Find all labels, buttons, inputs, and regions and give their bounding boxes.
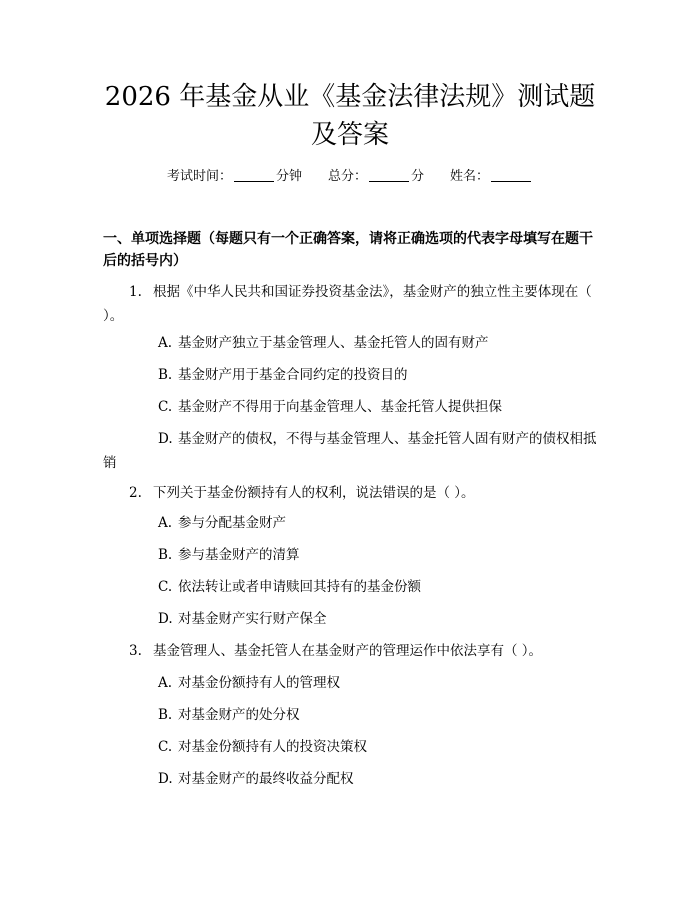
score-blank [369, 167, 409, 182]
option-letter: A. [158, 335, 173, 351]
option-letter: B. [158, 367, 173, 383]
option-3c [103, 735, 603, 759]
question-number: 2. [129, 485, 142, 501]
option-2a [103, 511, 603, 535]
option-text: 对基金财产的最终收益分配权 [178, 771, 354, 787]
option-2d [103, 607, 603, 631]
time-unit: 分钟 [275, 169, 302, 184]
option-letter: C. [158, 739, 173, 755]
option-text: 基金财产的债权，不得与基金管理人、基金托管人固有财产的债权相抵销 [103, 431, 597, 471]
option-1b [103, 363, 603, 387]
option-1a [103, 331, 603, 355]
score-unit: 分 [411, 169, 425, 184]
option-3a [103, 671, 603, 695]
option-2b [103, 543, 603, 567]
option-text: 基金财产不得用于向基金管理人、基金托管人提供担保 [178, 399, 502, 415]
option-3b [103, 703, 603, 727]
name-blank [491, 167, 531, 182]
option-2c [103, 575, 603, 599]
score-label: 总分： [327, 169, 367, 184]
question-text: 根据《中华人民共和国证券投资基金法》，基金财产的独立性主要体现在（ ）。 [103, 284, 592, 324]
question-text: 下列关于基金份额持有人的权利，说法错误的是（ ）。 [153, 485, 475, 501]
section-heading: 一、单项选择题（每题只有一个正确答案，请将正确选项的代表字母填写在题干后的括号内） [103, 231, 593, 269]
option-text: 参与分配基金财产 [178, 515, 286, 531]
option-letter: C. [158, 399, 173, 415]
option-letter: D. [158, 611, 173, 627]
option-text: 对基金财产实行财产保全 [178, 611, 327, 627]
option-letter: D. [158, 771, 173, 787]
question-2 [103, 481, 603, 505]
option-1c [103, 395, 603, 419]
option-letter: C. [158, 579, 173, 595]
page-title: 2026 年基金从业《基金法律法规》测试题及答案 [104, 82, 596, 150]
option-letter: A. [158, 675, 173, 691]
question-text: 基金管理人、基金托管人在基金财产的管理运作中依法享有（ ）。 [153, 643, 543, 659]
option-letter: B. [158, 707, 173, 723]
option-1d [103, 427, 603, 475]
option-text: 对基金财产的处分权 [178, 707, 300, 723]
option-text: 对基金份额持有人的管理权 [178, 675, 340, 691]
time-label: 考试时间： [166, 169, 232, 184]
time-blank [234, 167, 274, 182]
exam-meta [0, 166, 700, 188]
option-letter: D. [158, 431, 173, 447]
option-letter: B. [158, 547, 173, 563]
option-text: 依法转让或者申请赎回其持有的基金份额 [178, 579, 421, 595]
question-3 [103, 639, 603, 663]
option-text: 对基金份额持有人的投资决策权 [178, 739, 367, 755]
question-number: 3. [129, 643, 142, 659]
question-number: 1. [129, 284, 142, 300]
question-1 [103, 280, 603, 328]
option-letter: A. [158, 515, 173, 531]
option-text: 参与基金财产的清算 [178, 547, 300, 563]
option-3d [103, 767, 603, 791]
option-text: 基金财产独立于基金管理人、基金托管人的固有财产 [178, 335, 489, 351]
name-label: 姓名： [450, 169, 490, 184]
option-text: 基金财产用于基金合同约定的投资目的 [178, 367, 408, 383]
